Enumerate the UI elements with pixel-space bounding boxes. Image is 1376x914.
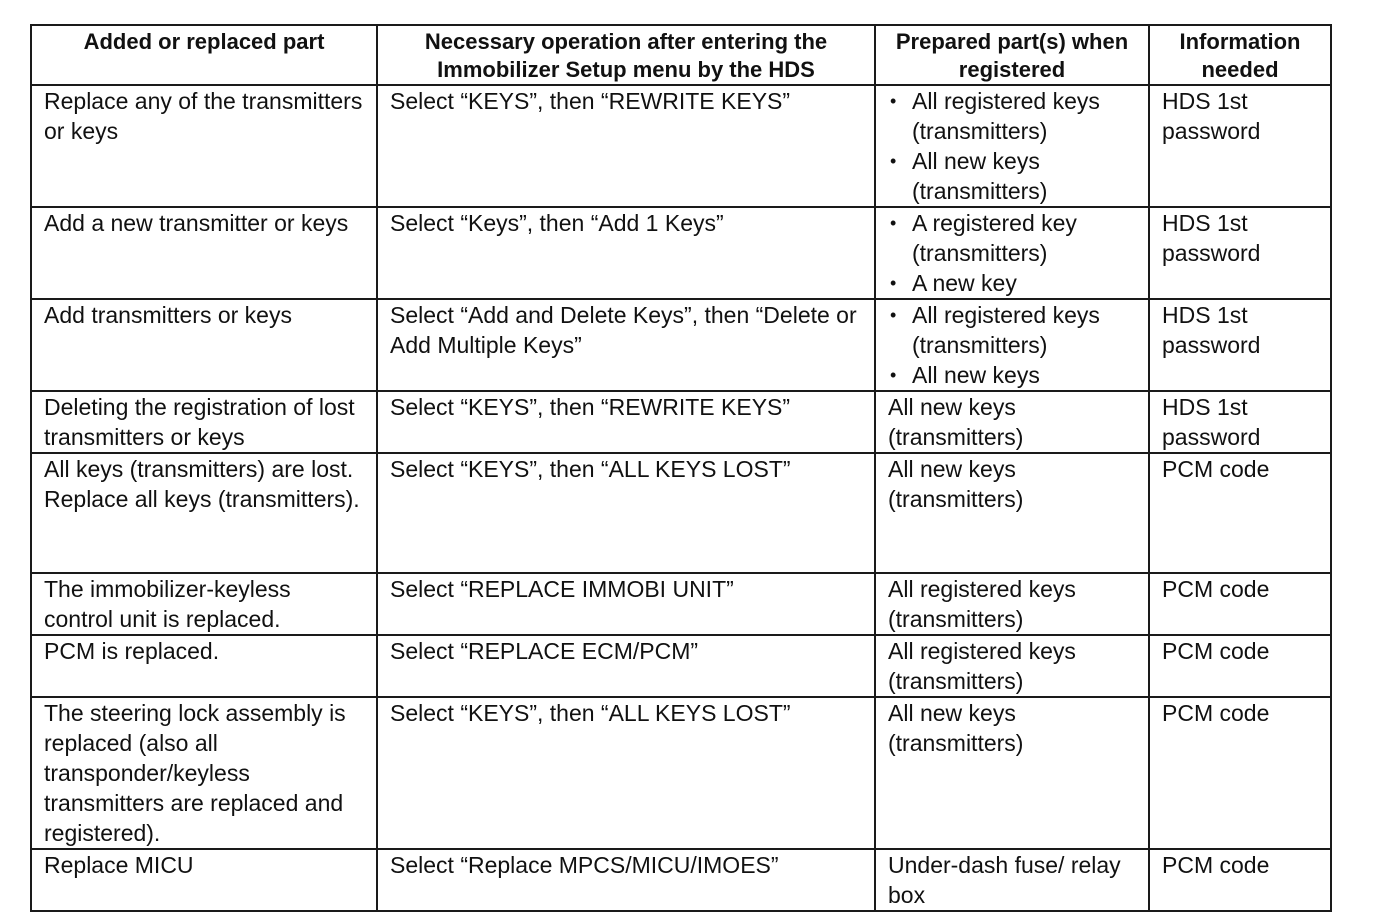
cell-operation: Select “Keys”, then “Add 1 Keys” [377, 207, 875, 299]
cell-part: Add transmitters or keys [31, 299, 377, 391]
immobilizer-registration-table [30, 24, 1332, 912]
cell-operation: Select “Add and Delete Keys”, then “Delete or Add Multiple Keys” [377, 299, 875, 391]
cell-prepared [875, 85, 1149, 207]
header-added-part: Added or replaced part [31, 25, 377, 85]
list-item: • A new key [888, 268, 1138, 298]
cell-info: PCM code [1149, 573, 1331, 635]
table-row [31, 85, 1331, 207]
part-line: Replace all keys (transmitters). [44, 486, 360, 512]
cell-part [31, 453, 377, 573]
header-information-needed: Information needed [1149, 25, 1331, 85]
list-item: • All new keys [888, 360, 1138, 390]
table-row [31, 635, 1331, 697]
cell-prepared: All new keys (transmitters) [875, 453, 1149, 573]
prepared-list [888, 300, 1138, 390]
cell-info: PCM code [1149, 635, 1331, 697]
table-row [31, 207, 1331, 299]
part-line: All keys (transmitters) are lost. [44, 456, 354, 482]
cell-info: HDS 1st password [1149, 85, 1331, 207]
table-row [31, 391, 1331, 453]
cell-info: PCM code [1149, 453, 1331, 573]
cell-info: HDS 1st password [1149, 207, 1331, 299]
cell-part: Deleting the registration of lost transmitters or keys [31, 391, 377, 453]
table-row [31, 573, 1331, 635]
cell-prepared: All new keys (transmitters) [875, 391, 1149, 453]
header-prepared-parts: Prepared part(s) when registered [875, 25, 1149, 85]
cell-prepared: Under-dash fuse/ relay box [875, 849, 1149, 911]
cell-info: PCM code [1149, 697, 1331, 849]
list-item: • All registered keys (transmitters) [888, 300, 1138, 360]
prepared-list [888, 208, 1138, 298]
prepared-list [888, 86, 1138, 206]
cell-prepared: All registered keys (transmitters) [875, 573, 1149, 635]
cell-operation: Select “KEYS”, then “REWRITE KEYS” [377, 391, 875, 453]
list-item: • All new keys (transmitters) [888, 146, 1138, 206]
cell-part: The steering lock assembly is replaced (also all transponder/keyless transmitters are replaced and registered). [31, 697, 377, 849]
table-header-row [31, 25, 1331, 85]
cell-prepared [875, 207, 1149, 299]
cell-part: The immobilizer-keyless control unit is replaced. [31, 573, 377, 635]
cell-info: HDS 1st password [1149, 391, 1331, 453]
cell-part: Replace MICU [31, 849, 377, 911]
table-row [31, 453, 1331, 573]
list-item: • A registered key (transmitters) [888, 208, 1138, 268]
list-item: • All registered keys (transmitters) [888, 86, 1138, 146]
table-row [31, 849, 1331, 911]
table-row [31, 299, 1331, 391]
cell-info: PCM code [1149, 849, 1331, 911]
cell-part: PCM is replaced. [31, 635, 377, 697]
cell-part: Replace any of the transmitters or keys [31, 85, 377, 207]
cell-prepared: All registered keys (transmitters) [875, 635, 1149, 697]
cell-prepared: All new keys (transmitters) [875, 697, 1149, 849]
cell-info: HDS 1st password [1149, 299, 1331, 391]
header-operation: Necessary operation after entering the Immobilizer Setup menu by the HDS [377, 25, 875, 85]
cell-operation: Select “KEYS”, then “ALL KEYS LOST” [377, 697, 875, 849]
cell-operation: Select “Replace MPCS/MICU/IMOES” [377, 849, 875, 911]
cell-prepared [875, 299, 1149, 391]
cell-part: Add a new transmitter or keys [31, 207, 377, 299]
cell-operation: Select “REPLACE IMMOBI UNIT” [377, 573, 875, 635]
cell-operation: Select “KEYS”, then “REWRITE KEYS” [377, 85, 875, 207]
cell-operation: Select “REPLACE ECM/PCM” [377, 635, 875, 697]
table-row [31, 697, 1331, 849]
cell-operation: Select “KEYS”, then “ALL KEYS LOST” [377, 453, 875, 573]
